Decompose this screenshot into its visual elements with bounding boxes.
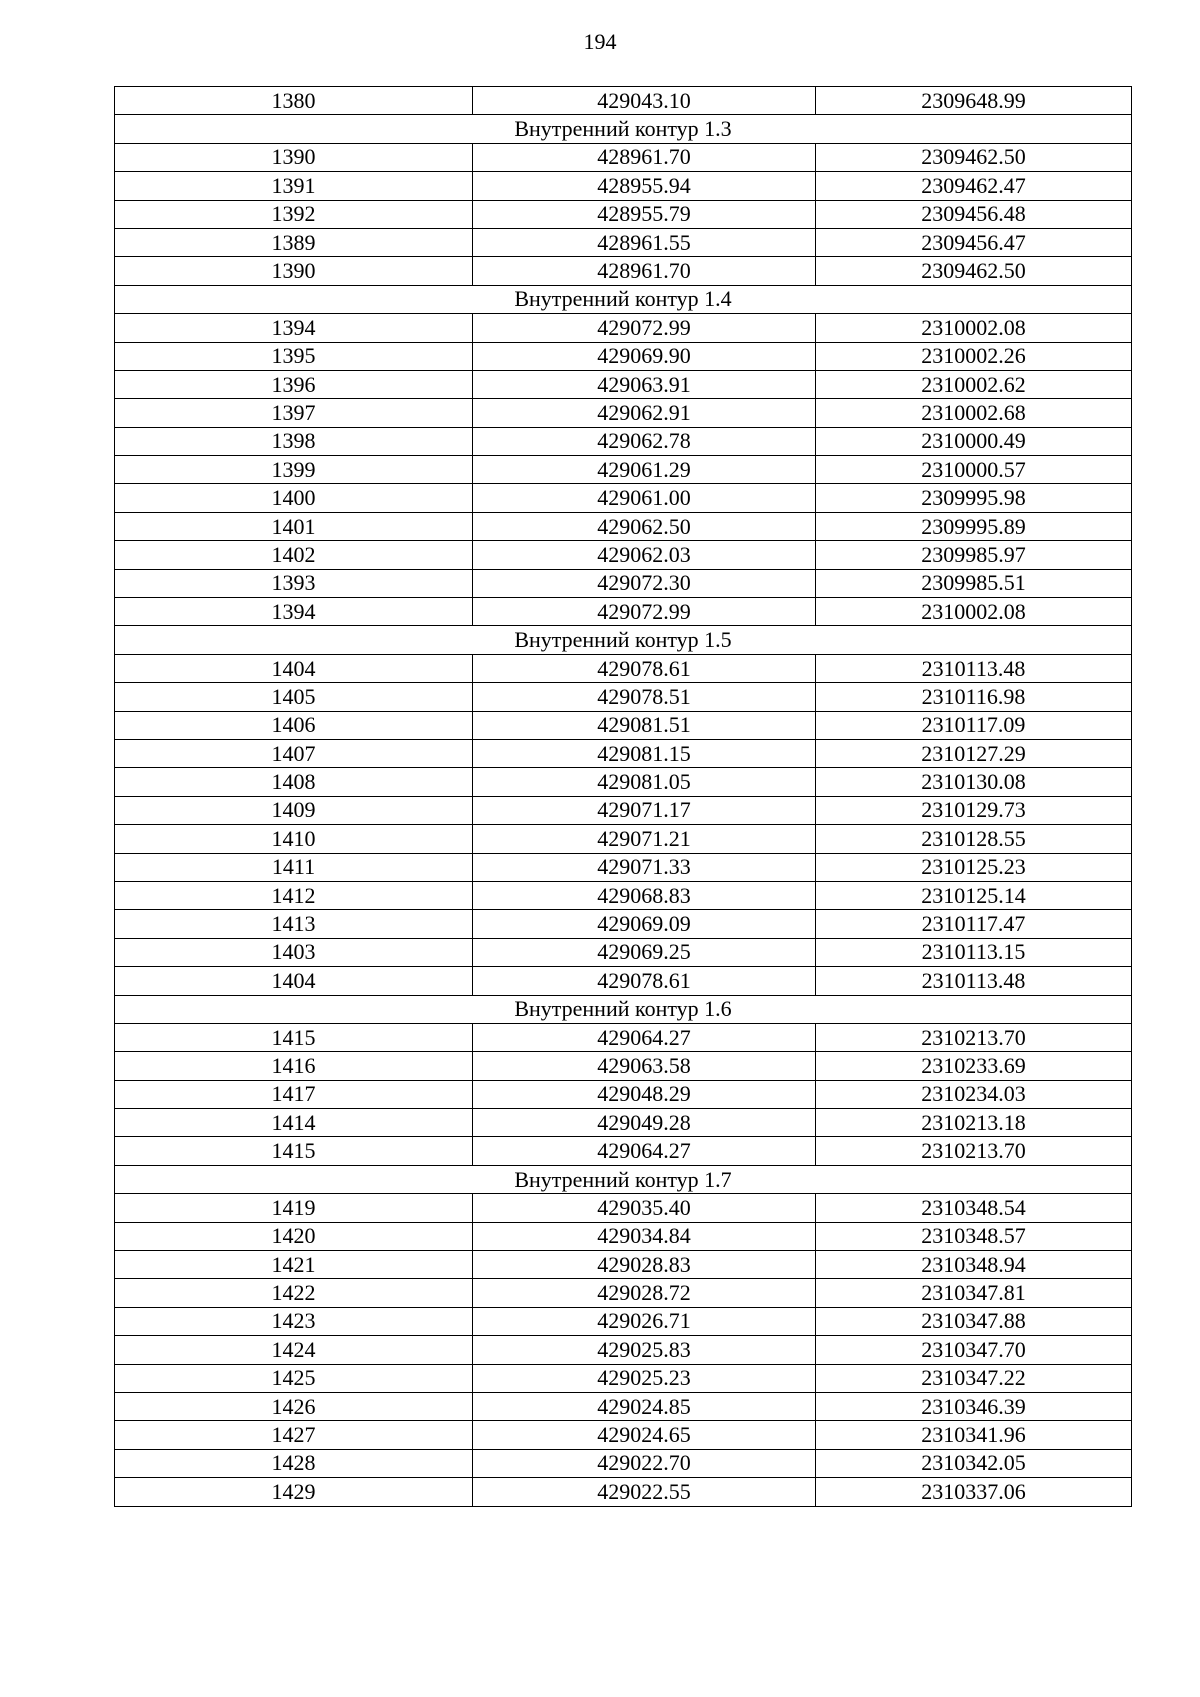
table-row: [115, 1137, 1132, 1165]
x-coordinate-cell: 429061.29: [473, 456, 816, 484]
point-number-cell: 1429: [115, 1478, 473, 1506]
table-row: [115, 200, 1132, 228]
x-coordinate-cell: 429071.17: [473, 796, 816, 824]
x-coordinate-cell: 429049.28: [473, 1109, 816, 1137]
point-number-cell: 1423: [115, 1307, 473, 1335]
table-row: [115, 399, 1132, 427]
y-coordinate-cell: 2310348.57: [816, 1222, 1132, 1250]
point-number-cell: 1415: [115, 1023, 473, 1051]
y-coordinate-cell: 2309456.47: [816, 228, 1132, 256]
point-number-cell: 1424: [115, 1336, 473, 1364]
contour-header-row: [115, 1165, 1132, 1193]
table-row: [115, 1307, 1132, 1335]
point-number-cell: 1412: [115, 881, 473, 909]
y-coordinate-cell: 2310113.15: [816, 938, 1132, 966]
x-coordinate-cell: 429064.27: [473, 1023, 816, 1051]
contour-header-row: [115, 626, 1132, 654]
x-coordinate-cell: 429024.65: [473, 1421, 816, 1449]
y-coordinate-cell: 2310002.08: [816, 314, 1132, 342]
table-row: [115, 1052, 1132, 1080]
x-coordinate-cell: 429081.15: [473, 739, 816, 767]
x-coordinate-cell: 429069.25: [473, 938, 816, 966]
y-coordinate-cell: 2310213.70: [816, 1137, 1132, 1165]
y-coordinate-cell: 2310125.14: [816, 881, 1132, 909]
y-coordinate-cell: 2310117.47: [816, 910, 1132, 938]
y-coordinate-cell: 2310129.73: [816, 796, 1132, 824]
point-number-cell: 1406: [115, 711, 473, 739]
table-row: [115, 484, 1132, 512]
x-coordinate-cell: 429072.99: [473, 598, 816, 626]
y-coordinate-cell: 2310000.57: [816, 456, 1132, 484]
table-row: [115, 456, 1132, 484]
table-row: [115, 768, 1132, 796]
point-number-cell: 1428: [115, 1449, 473, 1477]
point-number-cell: 1410: [115, 825, 473, 853]
page-number: 194: [583, 29, 617, 54]
x-coordinate-cell: 428955.94: [473, 172, 816, 200]
table-row: [115, 938, 1132, 966]
y-coordinate-cell: 2310233.69: [816, 1052, 1132, 1080]
point-number-cell: 1402: [115, 541, 473, 569]
contour-header-cell: Внутренний контур 1.6: [115, 995, 1132, 1023]
x-coordinate-cell: 429026.71: [473, 1307, 816, 1335]
table-row: [115, 825, 1132, 853]
y-coordinate-cell: 2309995.98: [816, 484, 1132, 512]
point-number-cell: 1422: [115, 1279, 473, 1307]
x-coordinate-cell: 429025.23: [473, 1364, 816, 1392]
x-coordinate-cell: 429078.61: [473, 654, 816, 682]
table-row: [115, 1080, 1132, 1108]
y-coordinate-cell: 2310128.55: [816, 825, 1132, 853]
contour-header-cell: Внутренний контур 1.3: [115, 115, 1132, 143]
table-row: [115, 654, 1132, 682]
table-row: [115, 1336, 1132, 1364]
y-coordinate-cell: 2310116.98: [816, 683, 1132, 711]
contour-header-row: [115, 285, 1132, 313]
y-coordinate-cell: 2310002.62: [816, 370, 1132, 398]
table-row: [115, 342, 1132, 370]
table-row: [115, 541, 1132, 569]
y-coordinate-cell: 2310113.48: [816, 967, 1132, 995]
x-coordinate-cell: 429034.84: [473, 1222, 816, 1250]
table-row: [115, 1364, 1132, 1392]
x-coordinate-cell: 429072.30: [473, 569, 816, 597]
point-number-cell: 1416: [115, 1052, 473, 1080]
point-number-cell: 1404: [115, 967, 473, 995]
table-row: [115, 1449, 1132, 1477]
table-row: [115, 881, 1132, 909]
point-number-cell: 1426: [115, 1392, 473, 1420]
point-number-cell: 1421: [115, 1251, 473, 1279]
table-row: [115, 228, 1132, 256]
y-coordinate-cell: 2309995.89: [816, 512, 1132, 540]
x-coordinate-cell: 429022.70: [473, 1449, 816, 1477]
y-coordinate-cell: 2310337.06: [816, 1478, 1132, 1506]
y-coordinate-cell: 2310113.48: [816, 654, 1132, 682]
table-row: [115, 569, 1132, 597]
y-coordinate-cell: 2310348.54: [816, 1194, 1132, 1222]
x-coordinate-cell: 429072.99: [473, 314, 816, 342]
point-number-cell: 1398: [115, 427, 473, 455]
table-row: [115, 967, 1132, 995]
y-coordinate-cell: 2310346.39: [816, 1392, 1132, 1420]
point-number-cell: 1405: [115, 683, 473, 711]
y-coordinate-cell: 2310342.05: [816, 1449, 1132, 1477]
x-coordinate-cell: 429078.61: [473, 967, 816, 995]
point-number-cell: 1395: [115, 342, 473, 370]
coordinates-table-body: [115, 87, 1132, 1507]
y-coordinate-cell: 2310125.23: [816, 853, 1132, 881]
y-coordinate-cell: 2310213.70: [816, 1023, 1132, 1051]
table-row: [115, 427, 1132, 455]
table-row: [115, 1421, 1132, 1449]
point-number-cell: 1409: [115, 796, 473, 824]
point-number-cell: 1404: [115, 654, 473, 682]
table-row: [115, 172, 1132, 200]
x-coordinate-cell: 429068.83: [473, 881, 816, 909]
point-number-cell: 1389: [115, 228, 473, 256]
y-coordinate-cell: 2310000.49: [816, 427, 1132, 455]
point-number-cell: 1419: [115, 1194, 473, 1222]
y-coordinate-cell: 2309462.50: [816, 143, 1132, 171]
x-coordinate-cell: 429063.91: [473, 370, 816, 398]
table-row: [115, 512, 1132, 540]
x-coordinate-cell: 429069.90: [473, 342, 816, 370]
table-row: [115, 1109, 1132, 1137]
table-row: [115, 370, 1132, 398]
table-row: [115, 853, 1132, 881]
table-row: [115, 1194, 1132, 1222]
point-number-cell: 1399: [115, 456, 473, 484]
table-row: [115, 683, 1132, 711]
table-row: [115, 1392, 1132, 1420]
x-coordinate-cell: 429025.83: [473, 1336, 816, 1364]
table-row: [115, 87, 1132, 115]
y-coordinate-cell: 2310347.88: [816, 1307, 1132, 1335]
table-row: [115, 598, 1132, 626]
table-row: [115, 1023, 1132, 1051]
x-coordinate-cell: 428955.79: [473, 200, 816, 228]
y-coordinate-cell: 2309462.50: [816, 257, 1132, 285]
x-coordinate-cell: 429028.72: [473, 1279, 816, 1307]
point-number-cell: 1391: [115, 172, 473, 200]
point-number-cell: 1414: [115, 1109, 473, 1137]
table-row: [115, 1279, 1132, 1307]
x-coordinate-cell: 429064.27: [473, 1137, 816, 1165]
y-coordinate-cell: 2310002.08: [816, 598, 1132, 626]
y-coordinate-cell: 2310130.08: [816, 768, 1132, 796]
table-row: [115, 711, 1132, 739]
y-coordinate-cell: 2310341.96: [816, 1421, 1132, 1449]
y-coordinate-cell: 2309456.48: [816, 200, 1132, 228]
point-number-cell: 1420: [115, 1222, 473, 1250]
x-coordinate-cell: 429028.83: [473, 1251, 816, 1279]
y-coordinate-cell: 2309985.51: [816, 569, 1132, 597]
x-coordinate-cell: 428961.70: [473, 257, 816, 285]
point-number-cell: 1401: [115, 512, 473, 540]
point-number-cell: 1425: [115, 1364, 473, 1392]
x-coordinate-cell: 429062.03: [473, 541, 816, 569]
point-number-cell: 1403: [115, 938, 473, 966]
point-number-cell: 1392: [115, 200, 473, 228]
x-coordinate-cell: 429061.00: [473, 484, 816, 512]
x-coordinate-cell: 429062.91: [473, 399, 816, 427]
table-row: [115, 796, 1132, 824]
table-row: [115, 1222, 1132, 1250]
contour-header-cell: Внутренний контур 1.7: [115, 1165, 1132, 1193]
x-coordinate-cell: 429022.55: [473, 1478, 816, 1506]
contour-header-cell: Внутренний контур 1.4: [115, 285, 1132, 313]
point-number-cell: 1396: [115, 370, 473, 398]
y-coordinate-cell: 2310347.70: [816, 1336, 1132, 1364]
table-row: [115, 1478, 1132, 1506]
table-row: [115, 739, 1132, 767]
contour-header-row: [115, 115, 1132, 143]
point-number-cell: 1397: [115, 399, 473, 427]
point-number-cell: 1394: [115, 598, 473, 626]
x-coordinate-cell: 429071.33: [473, 853, 816, 881]
y-coordinate-cell: 2310002.68: [816, 399, 1132, 427]
y-coordinate-cell: 2310002.26: [816, 342, 1132, 370]
y-coordinate-cell: 2309462.47: [816, 172, 1132, 200]
point-number-cell: 1427: [115, 1421, 473, 1449]
y-coordinate-cell: 2309985.97: [816, 541, 1132, 569]
point-number-cell: 1393: [115, 569, 473, 597]
coordinates-table: [114, 86, 1132, 1507]
y-coordinate-cell: 2310213.18: [816, 1109, 1132, 1137]
x-coordinate-cell: 429078.51: [473, 683, 816, 711]
point-number-cell: 1390: [115, 257, 473, 285]
y-coordinate-cell: 2309648.99: [816, 87, 1132, 115]
table-row: [115, 257, 1132, 285]
x-coordinate-cell: 428961.70: [473, 143, 816, 171]
x-coordinate-cell: 429062.78: [473, 427, 816, 455]
point-number-cell: 1411: [115, 853, 473, 881]
point-number-cell: 1413: [115, 910, 473, 938]
y-coordinate-cell: 2310234.03: [816, 1080, 1132, 1108]
x-coordinate-cell: 429024.85: [473, 1392, 816, 1420]
x-coordinate-cell: 429081.05: [473, 768, 816, 796]
point-number-cell: 1380: [115, 87, 473, 115]
x-coordinate-cell: 429035.40: [473, 1194, 816, 1222]
x-coordinate-cell: 429081.51: [473, 711, 816, 739]
x-coordinate-cell: 429062.50: [473, 512, 816, 540]
point-number-cell: 1415: [115, 1137, 473, 1165]
x-coordinate-cell: 429069.09: [473, 910, 816, 938]
x-coordinate-cell: 428961.55: [473, 228, 816, 256]
contour-header-row: [115, 995, 1132, 1023]
x-coordinate-cell: 429071.21: [473, 825, 816, 853]
table-row: [115, 314, 1132, 342]
point-number-cell: 1407: [115, 739, 473, 767]
y-coordinate-cell: 2310347.22: [816, 1364, 1132, 1392]
point-number-cell: 1400: [115, 484, 473, 512]
y-coordinate-cell: 2310117.09: [816, 711, 1132, 739]
y-coordinate-cell: 2310348.94: [816, 1251, 1132, 1279]
table-row: [115, 143, 1132, 171]
point-number-cell: 1417: [115, 1080, 473, 1108]
y-coordinate-cell: 2310127.29: [816, 739, 1132, 767]
point-number-cell: 1390: [115, 143, 473, 171]
table-row: [115, 1251, 1132, 1279]
x-coordinate-cell: 429043.10: [473, 87, 816, 115]
x-coordinate-cell: 429063.58: [473, 1052, 816, 1080]
contour-header-cell: Внутренний контур 1.5: [115, 626, 1132, 654]
x-coordinate-cell: 429048.29: [473, 1080, 816, 1108]
table-row: [115, 910, 1132, 938]
point-number-cell: 1394: [115, 314, 473, 342]
y-coordinate-cell: 2310347.81: [816, 1279, 1132, 1307]
point-number-cell: 1408: [115, 768, 473, 796]
